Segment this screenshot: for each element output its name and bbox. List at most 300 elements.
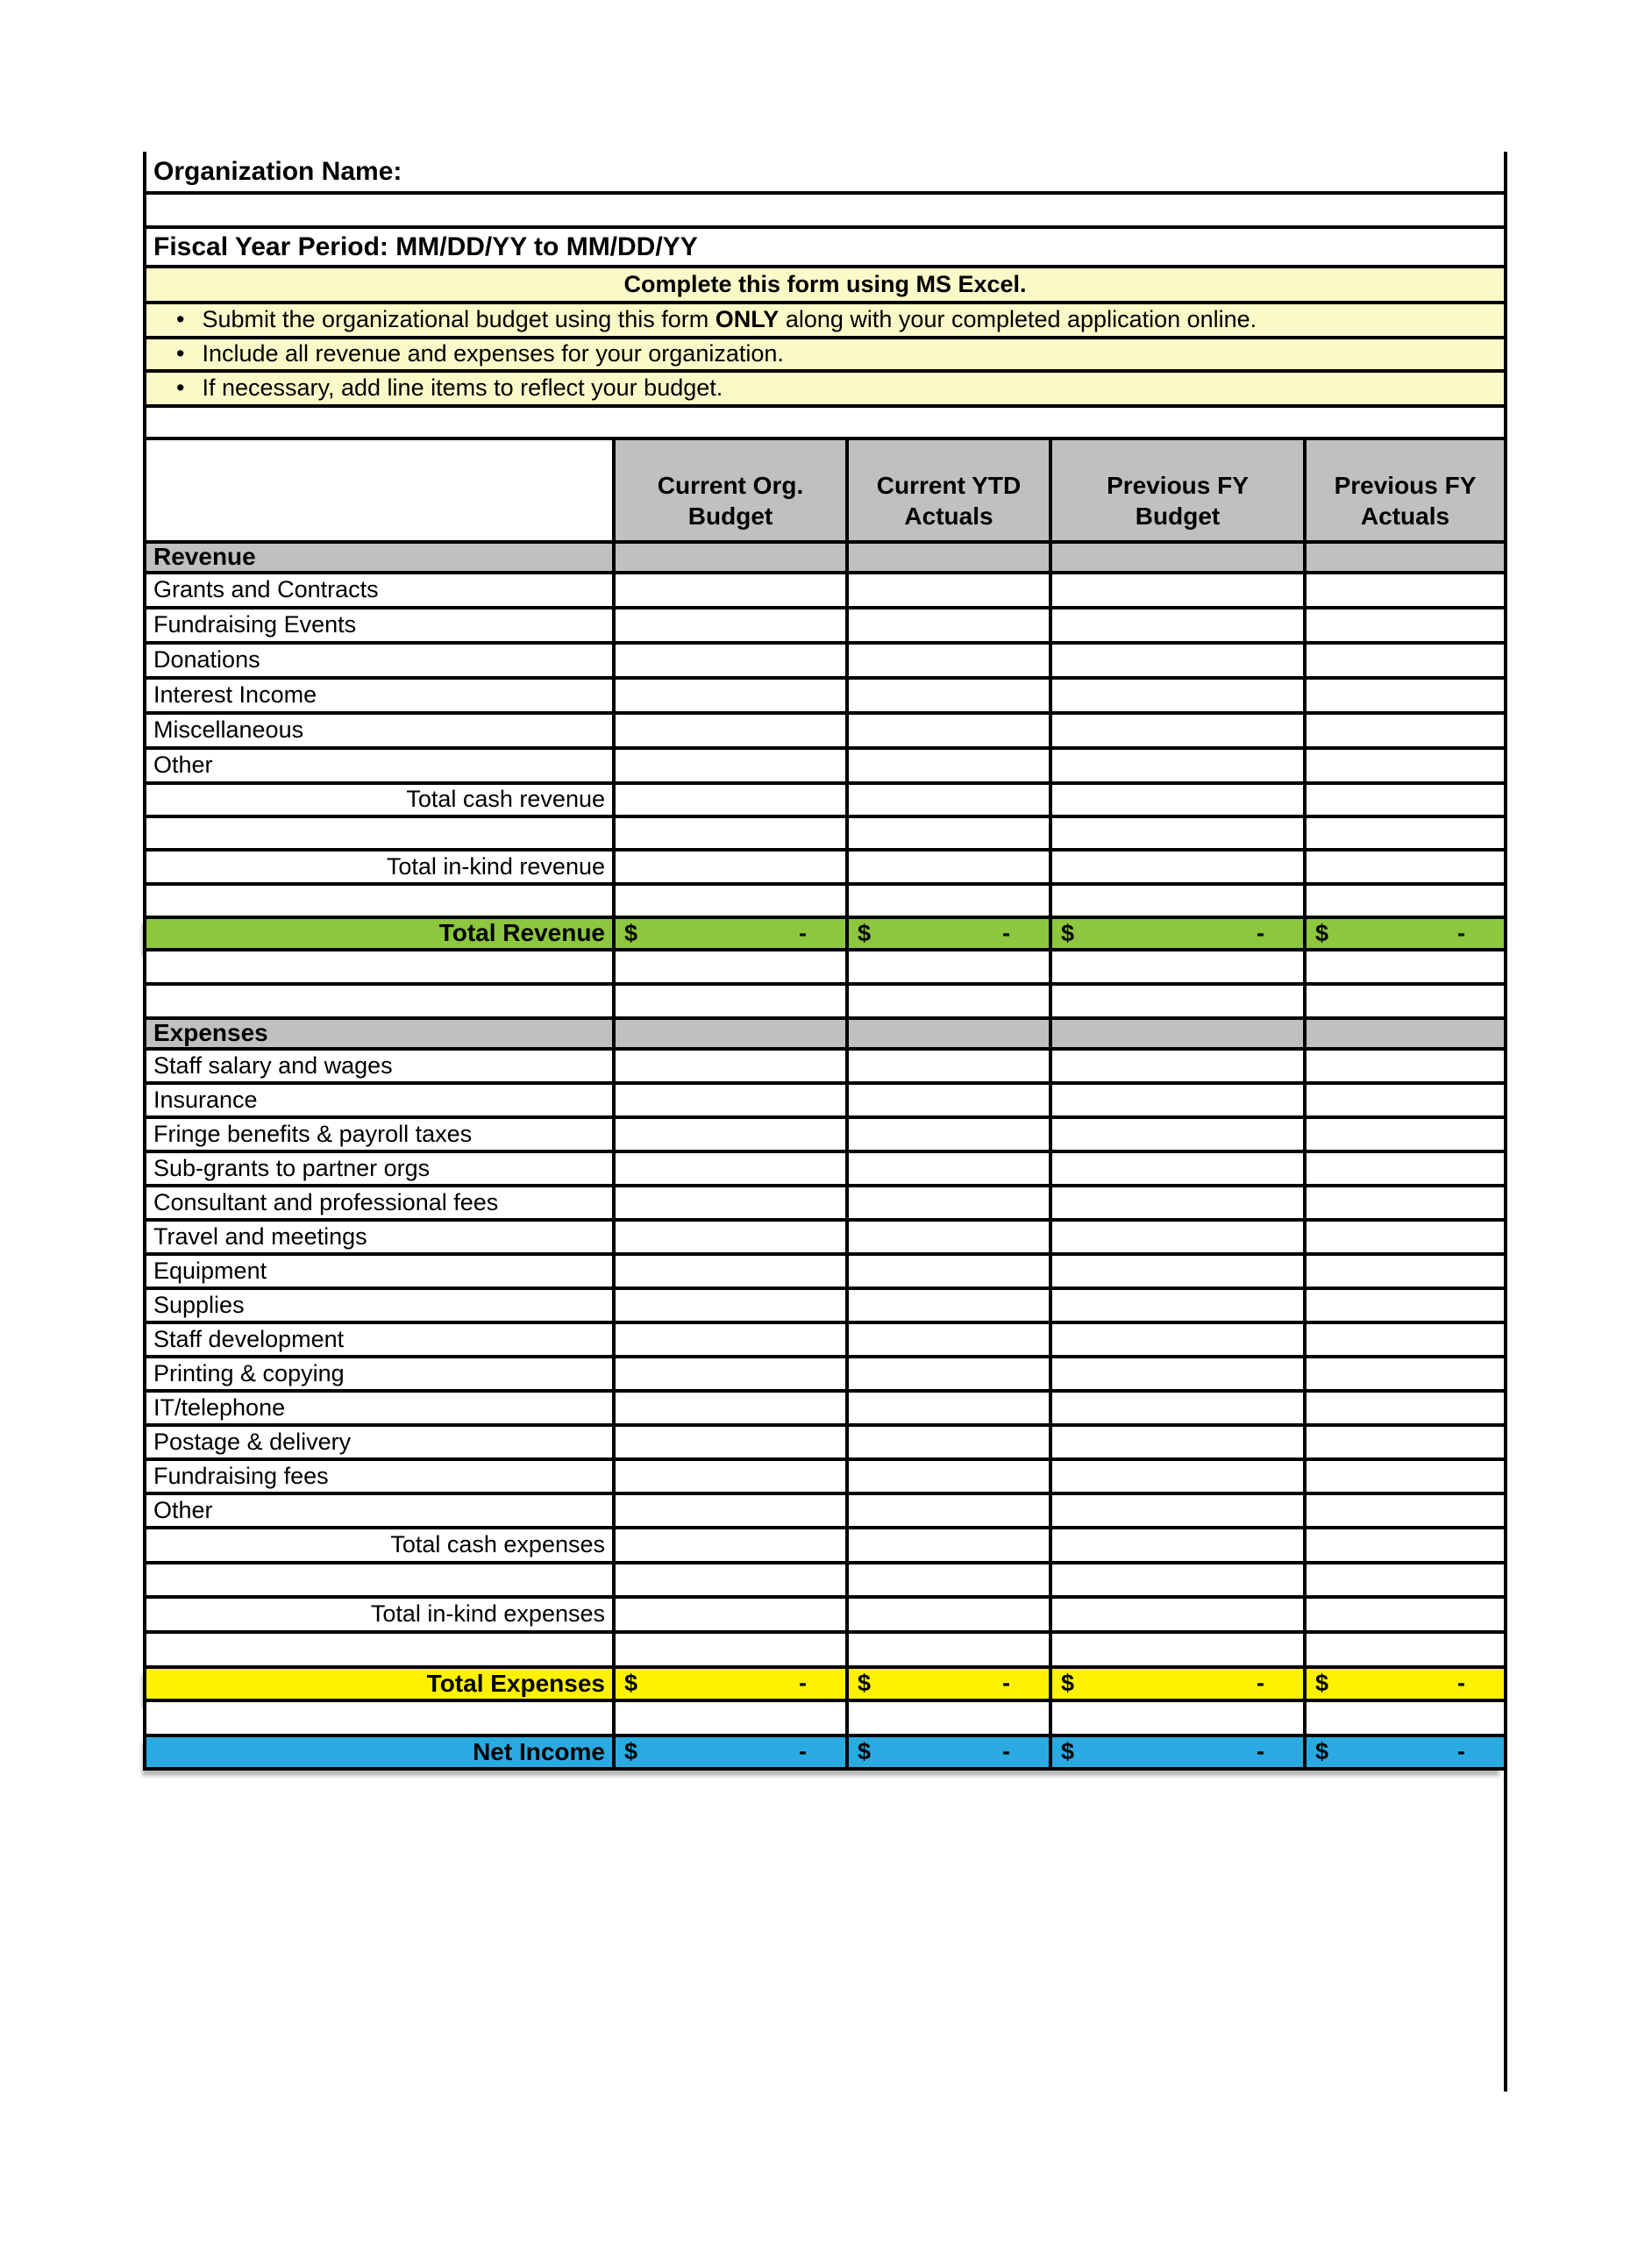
right-border-line xyxy=(1504,1771,1507,2092)
value-cell[interactable] xyxy=(1052,750,1307,781)
value-cell[interactable] xyxy=(1307,1427,1504,1457)
text-run: Revenue xyxy=(153,544,256,571)
org-name-row xyxy=(146,152,1504,195)
row-label xyxy=(146,1119,616,1150)
value-cell[interactable] xyxy=(849,1634,1052,1665)
value-cell[interactable] xyxy=(616,1324,849,1355)
row-staff-salary-and-wages xyxy=(146,1051,1504,1085)
value-cell[interactable] xyxy=(616,1599,849,1630)
row-label xyxy=(146,268,1504,301)
value-cell[interactable] xyxy=(616,1153,849,1184)
row-label xyxy=(146,1599,616,1630)
instruction-bullet-row xyxy=(146,373,1504,408)
value-cell[interactable] xyxy=(849,1324,1052,1355)
row-miscellaneous xyxy=(146,715,1504,750)
text-run: Total cash expenses xyxy=(390,1531,605,1558)
currency-symbol: $ xyxy=(624,919,638,946)
value-cell[interactable] xyxy=(1307,986,1504,1016)
header-corner-cell xyxy=(146,440,616,540)
row-total-in-kind-revenue xyxy=(146,852,1504,886)
value-cell[interactable] xyxy=(1052,1085,1307,1115)
value-cell[interactable] xyxy=(1052,1599,1307,1630)
row-label xyxy=(146,852,616,882)
value-cell[interactable] xyxy=(616,986,849,1016)
value-cell[interactable] xyxy=(1307,750,1504,781)
value-cell[interactable] xyxy=(849,609,1052,641)
value-cell[interactable] xyxy=(849,1393,1052,1423)
value-cell[interactable] xyxy=(1052,1256,1307,1286)
value-cell[interactable] xyxy=(1307,1358,1504,1389)
column-header xyxy=(616,440,849,540)
value-cell[interactable] xyxy=(1307,715,1504,746)
value-cell[interactable] xyxy=(1052,1737,1307,1767)
value-cell[interactable] xyxy=(1052,645,1307,676)
value-cell[interactable] xyxy=(616,818,849,848)
text-run: Current Org. xyxy=(657,472,804,499)
value-cell[interactable] xyxy=(1052,1669,1307,1699)
text-run: Previous FY xyxy=(1334,472,1477,499)
zero-dash: - xyxy=(1002,1670,1010,1697)
value-cell[interactable] xyxy=(849,1495,1052,1526)
row-label xyxy=(146,680,616,711)
row-label xyxy=(146,1187,616,1218)
value-cell[interactable] xyxy=(616,1737,849,1767)
text-run: Previous FY xyxy=(1107,472,1249,499)
zero-dash: - xyxy=(1257,1670,1264,1697)
text-run: Fundraising fees xyxy=(153,1462,329,1489)
row-label xyxy=(146,1702,616,1734)
row-label xyxy=(146,1737,616,1767)
text-run: ONLY xyxy=(715,306,780,333)
value-cell[interactable] xyxy=(1052,886,1307,916)
text-run: Other xyxy=(153,1496,213,1523)
text-run: Printing & copying xyxy=(153,1359,345,1386)
text-run: Supplies xyxy=(153,1291,245,1318)
value-cell[interactable] xyxy=(849,951,1052,982)
fiscal-year-row xyxy=(146,229,1504,268)
blank-space[interactable] xyxy=(146,304,1504,336)
value-cell[interactable] xyxy=(616,1256,849,1286)
value-cell[interactable] xyxy=(1052,919,1307,948)
text-run: Organization Name: xyxy=(153,157,402,186)
value-cell[interactable] xyxy=(1307,1529,1504,1561)
zero-dash: - xyxy=(1457,1738,1465,1765)
value-cell[interactable] xyxy=(616,609,849,641)
value-cell[interactable] xyxy=(849,715,1052,746)
value-cell[interactable] xyxy=(1052,1119,1307,1150)
expenses-section-row xyxy=(146,1020,1504,1051)
value-cell[interactable] xyxy=(616,715,849,746)
value-cell[interactable] xyxy=(849,818,1052,848)
value-cell[interactable] xyxy=(616,1222,849,1252)
value-cell[interactable] xyxy=(1052,1020,1307,1047)
value-cell[interactable] xyxy=(1052,680,1307,711)
row-label xyxy=(146,818,616,848)
value-cell[interactable] xyxy=(849,1020,1052,1047)
value-cell[interactable] xyxy=(849,852,1052,882)
value-cell[interactable] xyxy=(849,1529,1052,1561)
text-run: Sub-grants to partner orgs xyxy=(153,1154,431,1181)
value-cell[interactable] xyxy=(1052,1393,1307,1423)
currency-symbol: $ xyxy=(858,1738,872,1765)
row-label xyxy=(146,1634,616,1665)
value-cell[interactable] xyxy=(1052,544,1307,571)
text-run: Include all revenue and expenses for your organization. xyxy=(202,340,784,367)
text-run: Total Expenses xyxy=(426,1669,605,1697)
currency-symbol: $ xyxy=(1315,919,1329,946)
blank-space[interactable] xyxy=(146,195,1504,225)
value-cell[interactable] xyxy=(849,574,1052,606)
row-label xyxy=(146,152,1504,191)
row-label xyxy=(146,1222,616,1252)
row-insurance xyxy=(146,1085,1504,1119)
value-cell[interactable] xyxy=(1307,1085,1504,1115)
value-cell[interactable] xyxy=(849,1256,1052,1286)
value-cell[interactable] xyxy=(616,1529,849,1561)
value-cell[interactable] xyxy=(616,1358,849,1389)
value-cell[interactable] xyxy=(1052,1564,1307,1595)
row-label xyxy=(146,1153,616,1184)
value-cell[interactable] xyxy=(1307,645,1504,676)
text-run: Equipment xyxy=(153,1257,267,1284)
row-total-cash-expenses xyxy=(146,1529,1504,1564)
value-cell[interactable] xyxy=(616,1461,849,1492)
column-header xyxy=(849,440,1052,540)
value-cell[interactable] xyxy=(616,1564,849,1595)
value-cell[interactable] xyxy=(1307,574,1504,606)
text-run: Budget xyxy=(1135,502,1221,530)
value-cell[interactable] xyxy=(1307,1187,1504,1218)
row-fundraising-events xyxy=(146,609,1504,645)
row-staff-development xyxy=(146,1324,1504,1358)
row-label xyxy=(146,1495,616,1526)
value-cell[interactable] xyxy=(616,1290,849,1321)
instruction-bullet-row xyxy=(146,339,1504,373)
value-cell[interactable] xyxy=(849,1702,1052,1734)
row-label xyxy=(146,1393,616,1423)
value-cell[interactable] xyxy=(1307,1669,1504,1699)
value-cell[interactable] xyxy=(1307,680,1504,711)
value-cell[interactable] xyxy=(1052,715,1307,746)
value-cell[interactable] xyxy=(1307,1020,1504,1047)
value-cell[interactable] xyxy=(616,852,849,882)
value-cell[interactable] xyxy=(849,1085,1052,1115)
text-run: Other xyxy=(153,752,213,779)
value-cell[interactable] xyxy=(616,785,849,815)
column-header xyxy=(1307,440,1504,540)
row-equipment xyxy=(146,1256,1504,1290)
bullet-icon: • xyxy=(176,374,185,402)
row-label xyxy=(146,1529,616,1561)
row-label xyxy=(146,1290,616,1321)
row-label xyxy=(146,1427,616,1457)
spacer-grid-row xyxy=(146,818,1504,852)
text-run: Actuals xyxy=(1360,502,1450,530)
currency-symbol: $ xyxy=(1061,1738,1075,1765)
text-run: Travel and meetings xyxy=(153,1222,367,1250)
value-cell[interactable] xyxy=(849,750,1052,781)
text-run: Total cash revenue xyxy=(406,786,605,813)
blank-space[interactable] xyxy=(146,373,1504,404)
value-cell[interactable] xyxy=(849,785,1052,815)
row-label xyxy=(146,229,1504,265)
row-label xyxy=(146,986,616,1016)
value-cell[interactable] xyxy=(616,1634,849,1665)
row-net-income xyxy=(146,1737,1504,1771)
value-cell[interactable] xyxy=(849,919,1052,948)
value-cell[interactable] xyxy=(1052,1051,1307,1081)
value-cell[interactable] xyxy=(849,680,1052,711)
zero-dash: - xyxy=(799,919,807,946)
text-run: Fundraising Events xyxy=(153,611,357,638)
value-cell[interactable] xyxy=(1307,1256,1504,1286)
value-cell[interactable] xyxy=(849,1187,1052,1218)
value-cell[interactable] xyxy=(849,1461,1052,1492)
value-cell[interactable] xyxy=(616,1669,849,1699)
value-cell[interactable] xyxy=(849,1222,1052,1252)
row-label xyxy=(146,919,616,948)
value-cell[interactable] xyxy=(1307,1290,1504,1321)
value-cell[interactable] xyxy=(1307,1153,1504,1184)
value-cell[interactable] xyxy=(849,886,1052,916)
value-cell[interactable] xyxy=(849,1737,1052,1767)
column-header xyxy=(1052,440,1307,540)
value-cell[interactable] xyxy=(616,1085,849,1115)
currency-symbol: $ xyxy=(624,1670,638,1697)
value-cell[interactable] xyxy=(616,1495,849,1526)
value-cell[interactable] xyxy=(1307,1564,1504,1595)
value-cell[interactable] xyxy=(1052,1461,1307,1492)
row-label xyxy=(146,645,616,676)
row-label xyxy=(146,1085,616,1115)
row-label xyxy=(146,574,616,606)
spacer-grid-row xyxy=(146,886,1504,919)
zero-dash: - xyxy=(1257,1738,1264,1765)
value-cell[interactable] xyxy=(1307,1324,1504,1355)
value-cell[interactable] xyxy=(849,1051,1052,1081)
spacer-grid-row xyxy=(146,986,1504,1020)
value-cell[interactable] xyxy=(1052,1634,1307,1665)
value-cell[interactable] xyxy=(616,1427,849,1457)
value-cell[interactable] xyxy=(616,1020,849,1047)
row-interest-income xyxy=(146,680,1504,715)
value-cell[interactable] xyxy=(616,544,849,571)
row-sub-grants-to-partner-orgs xyxy=(146,1153,1504,1187)
zero-dash: - xyxy=(1457,919,1465,946)
text-run: Current YTD xyxy=(876,472,1022,499)
text-run: Postage & delivery xyxy=(153,1428,352,1455)
value-cell[interactable] xyxy=(1052,1495,1307,1526)
value-cell[interactable] xyxy=(616,574,849,606)
value-cell[interactable] xyxy=(616,951,849,982)
value-cell[interactable] xyxy=(849,1119,1052,1150)
text-run: Total in-kind revenue xyxy=(386,852,605,880)
value-cell[interactable] xyxy=(1052,1529,1307,1561)
value-cell[interactable] xyxy=(1052,785,1307,815)
value-cell[interactable] xyxy=(1307,852,1504,882)
zero-dash: - xyxy=(799,1738,807,1765)
value-cell[interactable] xyxy=(1052,818,1307,848)
currency-symbol: $ xyxy=(858,1670,872,1697)
value-cell[interactable] xyxy=(1307,1599,1504,1630)
row-supplies xyxy=(146,1290,1504,1324)
value-cell[interactable] xyxy=(1307,609,1504,641)
zero-dash: - xyxy=(1002,919,1010,946)
currency-symbol: $ xyxy=(1061,1670,1075,1697)
currency-symbol: $ xyxy=(1061,919,1075,946)
row-donations xyxy=(146,645,1504,680)
text-run: Interest Income xyxy=(153,681,317,709)
row-grants-and-contracts xyxy=(146,574,1504,609)
text-run: Insurance xyxy=(153,1086,258,1113)
bullet-icon: • xyxy=(176,340,185,367)
text-run: Consultant and professional fees xyxy=(153,1188,499,1215)
value-cell[interactable] xyxy=(1052,1324,1307,1355)
row-consultant-and-professional-fees xyxy=(146,1187,1504,1222)
value-cell[interactable] xyxy=(1307,886,1504,916)
zero-dash: - xyxy=(1257,919,1264,946)
value-cell[interactable] xyxy=(1307,1702,1504,1734)
text-run: along with your completed application online. xyxy=(779,306,1257,333)
text-run: Staff salary and wages xyxy=(153,1051,393,1079)
row-printing-copying xyxy=(146,1358,1504,1393)
text-run: Miscellaneous xyxy=(153,716,304,744)
value-cell[interactable] xyxy=(849,1153,1052,1184)
row-label xyxy=(146,1324,616,1355)
zero-dash: - xyxy=(1002,1738,1010,1765)
value-cell[interactable] xyxy=(616,919,849,948)
spacer-row xyxy=(146,408,1504,440)
value-cell[interactable] xyxy=(849,1290,1052,1321)
value-cell[interactable] xyxy=(849,1669,1052,1699)
value-cell[interactable] xyxy=(616,1393,849,1423)
value-cell[interactable] xyxy=(616,1119,849,1150)
value-cell[interactable] xyxy=(849,645,1052,676)
row-label xyxy=(146,1358,616,1389)
value-cell[interactable] xyxy=(616,645,849,676)
spacer-grid-row xyxy=(146,951,1504,986)
value-cell[interactable] xyxy=(616,1187,849,1218)
revenue-section-row xyxy=(146,544,1504,574)
zero-dash: - xyxy=(1457,1670,1465,1697)
value-cell[interactable] xyxy=(849,986,1052,1016)
row-label xyxy=(146,715,616,746)
value-cell[interactable] xyxy=(616,750,849,781)
value-cell[interactable] xyxy=(849,544,1052,571)
text-run: Budget xyxy=(687,502,773,530)
text-run: Staff development xyxy=(153,1325,345,1352)
text-run: Grants and Contracts xyxy=(153,576,379,603)
value-cell[interactable] xyxy=(1052,609,1307,641)
value-cell[interactable] xyxy=(1307,1461,1504,1492)
row-label xyxy=(146,785,616,815)
value-cell[interactable] xyxy=(849,1599,1052,1630)
text-run: Net Income xyxy=(473,1737,605,1765)
value-cell[interactable] xyxy=(616,1051,849,1081)
row-it-telephone xyxy=(146,1393,1504,1427)
value-cell[interactable] xyxy=(1307,1222,1504,1252)
value-cell[interactable] xyxy=(1307,1119,1504,1150)
value-cell[interactable] xyxy=(1307,1495,1504,1526)
text-run: If necessary, add line items to reflect your budget. xyxy=(202,374,723,402)
zero-dash: - xyxy=(799,1670,807,1697)
budget-form-sheet xyxy=(143,152,1507,1771)
value-cell[interactable] xyxy=(1052,1222,1307,1252)
value-cell[interactable] xyxy=(849,1427,1052,1457)
column-header-row xyxy=(146,440,1504,544)
row-label xyxy=(146,609,616,641)
spacer-grid-row xyxy=(146,1564,1504,1599)
value-cell[interactable] xyxy=(1307,919,1504,948)
text-run: Total in-kind expenses xyxy=(370,1600,605,1628)
value-cell[interactable] xyxy=(1307,544,1504,571)
row-label xyxy=(146,1256,616,1286)
row-label xyxy=(146,1051,616,1081)
row-label xyxy=(146,1020,616,1047)
text-run: IT/telephone xyxy=(153,1393,286,1421)
currency-symbol: $ xyxy=(858,919,872,946)
value-cell[interactable] xyxy=(1052,1427,1307,1457)
spacer-row xyxy=(146,195,1504,229)
spacer-grid-row xyxy=(146,1702,1504,1737)
value-cell[interactable] xyxy=(849,1358,1052,1389)
row-label xyxy=(146,1461,616,1492)
row-label xyxy=(146,1564,616,1595)
row-travel-and-meetings xyxy=(146,1222,1504,1256)
row-other xyxy=(146,750,1504,785)
value-cell[interactable] xyxy=(1307,785,1504,815)
text-run: Fiscal Year Period: MM/DD/YY to MM/DD/YY xyxy=(153,232,698,261)
value-cell[interactable] xyxy=(1052,1290,1307,1321)
value-cell[interactable] xyxy=(1307,1051,1504,1081)
row-total-expenses xyxy=(146,1669,1504,1702)
value-cell[interactable] xyxy=(616,1702,849,1734)
blank-space[interactable] xyxy=(146,408,1504,437)
instruction-bullet-row xyxy=(146,304,1504,339)
value-cell[interactable] xyxy=(1052,1153,1307,1184)
value-cell[interactable] xyxy=(1307,818,1504,848)
value-cell[interactable] xyxy=(1052,1358,1307,1389)
value-cell[interactable] xyxy=(1052,1702,1307,1734)
value-cell[interactable] xyxy=(1307,1634,1504,1665)
row-label xyxy=(146,544,616,571)
spacer-grid-row xyxy=(146,1634,1504,1669)
row-fundraising-fees xyxy=(146,1461,1504,1495)
value-cell[interactable] xyxy=(1307,1737,1504,1767)
row-label xyxy=(146,951,616,982)
value-cell[interactable] xyxy=(849,1564,1052,1595)
value-cell[interactable] xyxy=(1052,1187,1307,1218)
value-cell[interactable] xyxy=(1052,852,1307,882)
value-cell[interactable] xyxy=(1052,574,1307,606)
instruction-title-row xyxy=(146,268,1504,304)
text-run: Expenses xyxy=(153,1020,268,1047)
value-cell[interactable] xyxy=(1052,986,1307,1016)
text-run: Total Revenue xyxy=(438,919,605,947)
row-label xyxy=(146,886,616,916)
value-cell[interactable] xyxy=(616,886,849,916)
row-total-in-kind-expenses xyxy=(146,1599,1504,1634)
value-cell[interactable] xyxy=(1052,951,1307,982)
row-label xyxy=(146,1669,616,1699)
value-cell[interactable] xyxy=(616,680,849,711)
blank-space[interactable] xyxy=(146,339,1504,369)
value-cell[interactable] xyxy=(1307,951,1504,982)
currency-symbol: $ xyxy=(624,1738,638,1765)
text-run: Complete this form using MS Excel. xyxy=(623,270,1027,297)
row-postage-delivery xyxy=(146,1427,1504,1461)
value-cell[interactable] xyxy=(1307,1393,1504,1423)
